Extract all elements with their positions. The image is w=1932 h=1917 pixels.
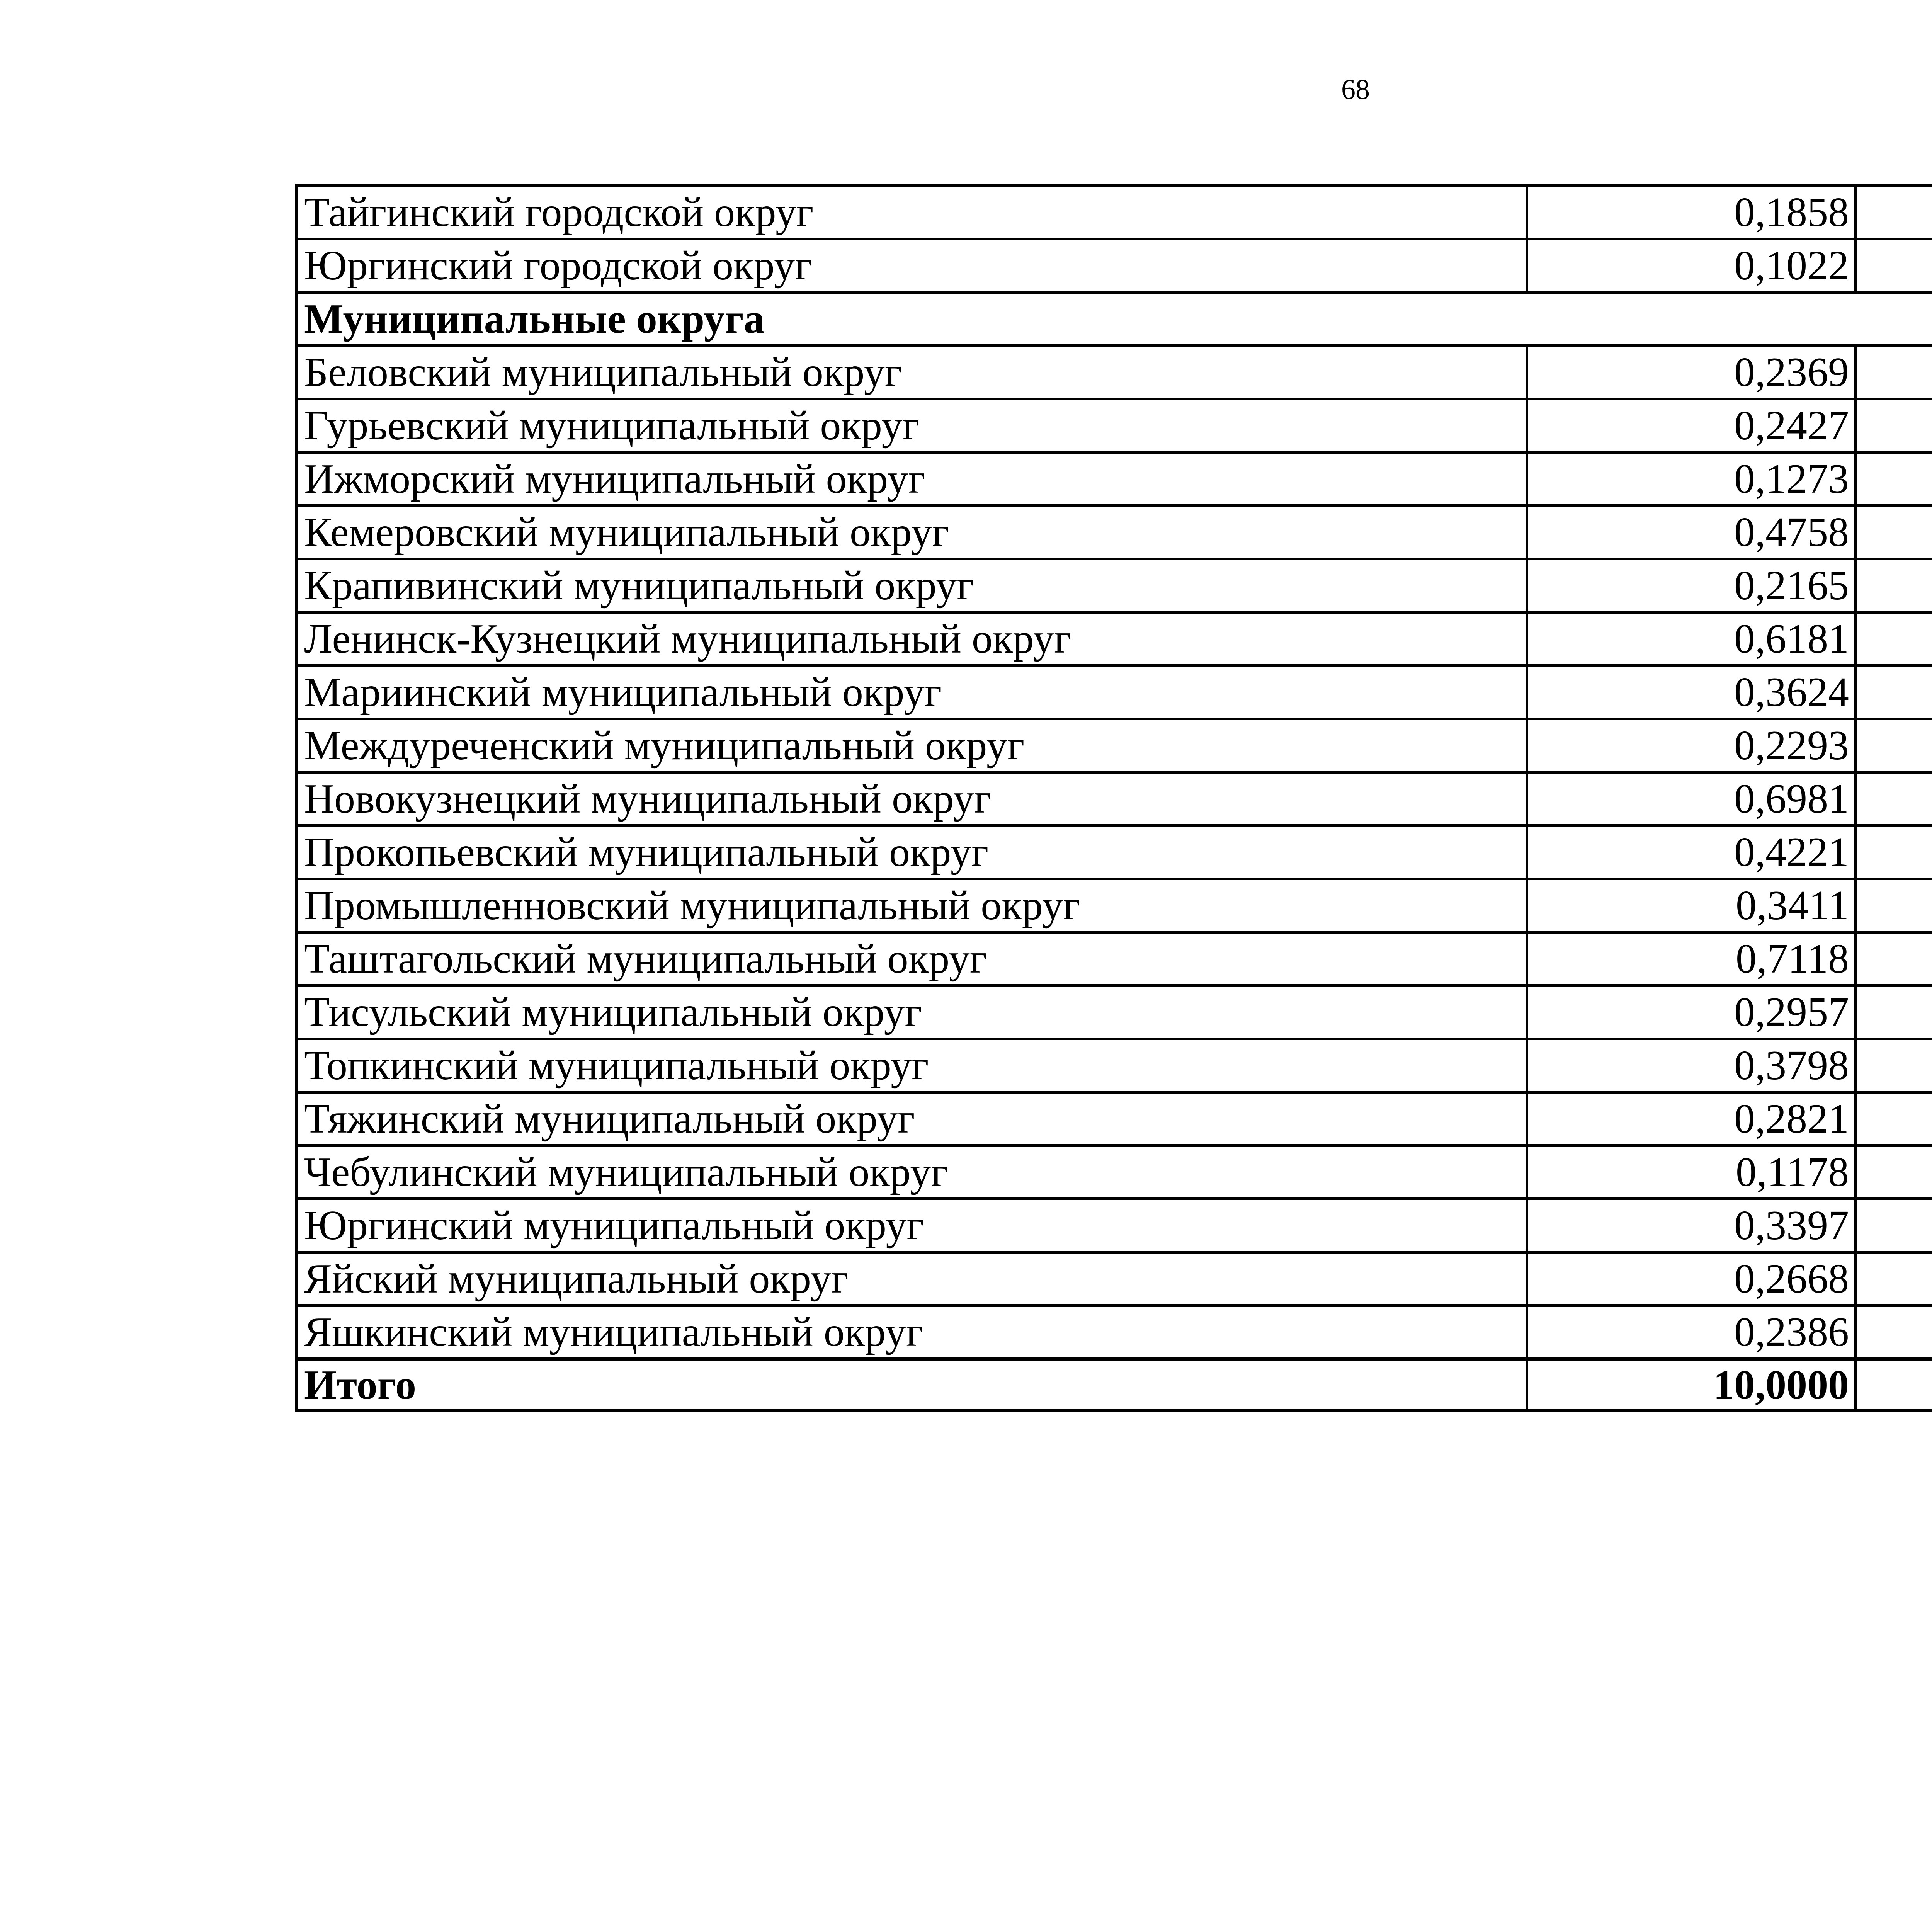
value-col-2	[1856, 772, 1932, 826]
value-col-2	[1856, 719, 1932, 772]
district-name: Тайгинский городской округ	[296, 186, 1527, 239]
district-rows	[296, 346, 1932, 1359]
table-row	[296, 452, 1932, 506]
value-col-1: 0,7118	[1527, 932, 1856, 986]
table-row	[296, 932, 1932, 986]
value-col-2	[1856, 666, 1932, 719]
total-value-col-2	[1856, 1359, 1932, 1411]
value-col-1: 0,1858	[1527, 186, 1856, 239]
value-col-2	[1856, 506, 1932, 559]
table-row	[296, 1306, 1932, 1359]
value-col-1: 0,3798	[1527, 1039, 1856, 1092]
table-footer	[296, 1359, 1932, 1411]
table-row	[296, 506, 1932, 559]
value-col-1: 0,1273	[1527, 452, 1856, 506]
district-name: Промышленновский муниципальный округ	[296, 879, 1527, 932]
table-row	[296, 1039, 1932, 1092]
table-row	[296, 1252, 1932, 1306]
district-name: Таштагольский муниципальный округ	[296, 932, 1527, 986]
district-name: Тисульский муниципальный округ	[296, 986, 1527, 1039]
value-col-2	[1856, 186, 1932, 239]
total-value-col-1: 10,0000	[1527, 1359, 1856, 1411]
district-name: Юргинский городской округ	[296, 239, 1527, 293]
table-row	[296, 1199, 1932, 1252]
value-col-2	[1856, 452, 1932, 506]
district-name: Междуреченский муниципальный округ	[296, 719, 1527, 772]
value-col-2	[1856, 1252, 1932, 1306]
value-col-2	[1856, 1146, 1932, 1199]
value-col-1: 0,3411	[1527, 879, 1856, 932]
value-col-1: 0,2821	[1527, 1092, 1856, 1146]
table-row	[296, 879, 1932, 932]
page-number: 68	[1341, 74, 1370, 105]
value-col-2	[1856, 932, 1932, 986]
value-col-1: 0,2427	[1527, 399, 1856, 452]
table-row	[296, 346, 1932, 399]
value-col-2	[1856, 1199, 1932, 1252]
district-name: Крапивинский муниципальный округ	[296, 559, 1527, 612]
value-col-1: 0,6181	[1527, 612, 1856, 666]
table-row	[296, 772, 1932, 826]
table-row	[296, 399, 1932, 452]
value-col-1: 0,1022	[1527, 239, 1856, 293]
value-col-2	[1856, 239, 1932, 293]
table-row	[296, 719, 1932, 772]
value-col-2	[1856, 612, 1932, 666]
section-heading: Муниципальные округа	[296, 293, 1932, 346]
value-col-1: 0,2369	[1527, 346, 1856, 399]
district-name: Прокопьевский муниципальный округ	[296, 826, 1527, 879]
value-col-1: 0,6981	[1527, 772, 1856, 826]
table-row	[296, 826, 1932, 879]
value-col-1: 0,4758	[1527, 506, 1856, 559]
district-name: Тяжинский муниципальный округ	[296, 1092, 1527, 1146]
value-col-2	[1856, 559, 1932, 612]
district-name: Чебулинский муниципальный округ	[296, 1146, 1527, 1199]
district-name: Новокузнецкий муниципальный округ	[296, 772, 1527, 826]
district-name: Кемеровский муниципальный округ	[296, 506, 1527, 559]
district-name: Топкинский муниципальный округ	[296, 1039, 1527, 1092]
table-row	[296, 186, 1932, 239]
table-row	[296, 666, 1932, 719]
total-row	[296, 1359, 1932, 1411]
table-row	[296, 559, 1932, 612]
value-col-1: 0,3397	[1527, 1199, 1856, 1252]
table-row	[296, 612, 1932, 666]
table-row	[296, 239, 1932, 293]
total-label: Итого	[296, 1359, 1527, 1411]
district-name: Беловский муниципальный округ	[296, 346, 1527, 399]
value-col-2	[1856, 1092, 1932, 1146]
table-body	[296, 186, 1932, 346]
value-col-2	[1856, 986, 1932, 1039]
district-name: Яйский муниципальный округ	[296, 1252, 1527, 1306]
value-col-1: 0,4221	[1527, 826, 1856, 879]
district-name: Ижморский муниципальный округ	[296, 452, 1527, 506]
value-col-2	[1856, 1039, 1932, 1092]
value-col-1: 0,2957	[1527, 986, 1856, 1039]
value-col-2	[1856, 879, 1932, 932]
value-col-1: 0,2668	[1527, 1252, 1856, 1306]
table-row	[296, 1092, 1932, 1146]
district-name: Ленинск-Кузнецкий муниципальный округ	[296, 612, 1527, 666]
section-heading-row	[296, 293, 1932, 346]
value-col-2	[1856, 346, 1932, 399]
value-col-1: 0,2165	[1527, 559, 1856, 612]
value-col-1: 0,3624	[1527, 666, 1856, 719]
value-col-1: 0,2293	[1527, 719, 1856, 772]
value-col-1: 0,1178	[1527, 1146, 1856, 1199]
value-col-2	[1856, 826, 1932, 879]
value-col-1: 0,2386	[1527, 1306, 1856, 1359]
district-name: Яшкинский муниципальный округ	[296, 1306, 1527, 1359]
table-row	[296, 1146, 1932, 1199]
allocation-table	[295, 184, 1932, 1412]
district-name: Мариинский муниципальный округ	[296, 666, 1527, 719]
table-row	[296, 986, 1932, 1039]
value-col-2	[1856, 399, 1932, 452]
district-name: Гурьевский муниципальный округ	[296, 399, 1527, 452]
district-name: Юргинский муниципальный округ	[296, 1199, 1527, 1252]
value-col-2	[1856, 1306, 1932, 1359]
